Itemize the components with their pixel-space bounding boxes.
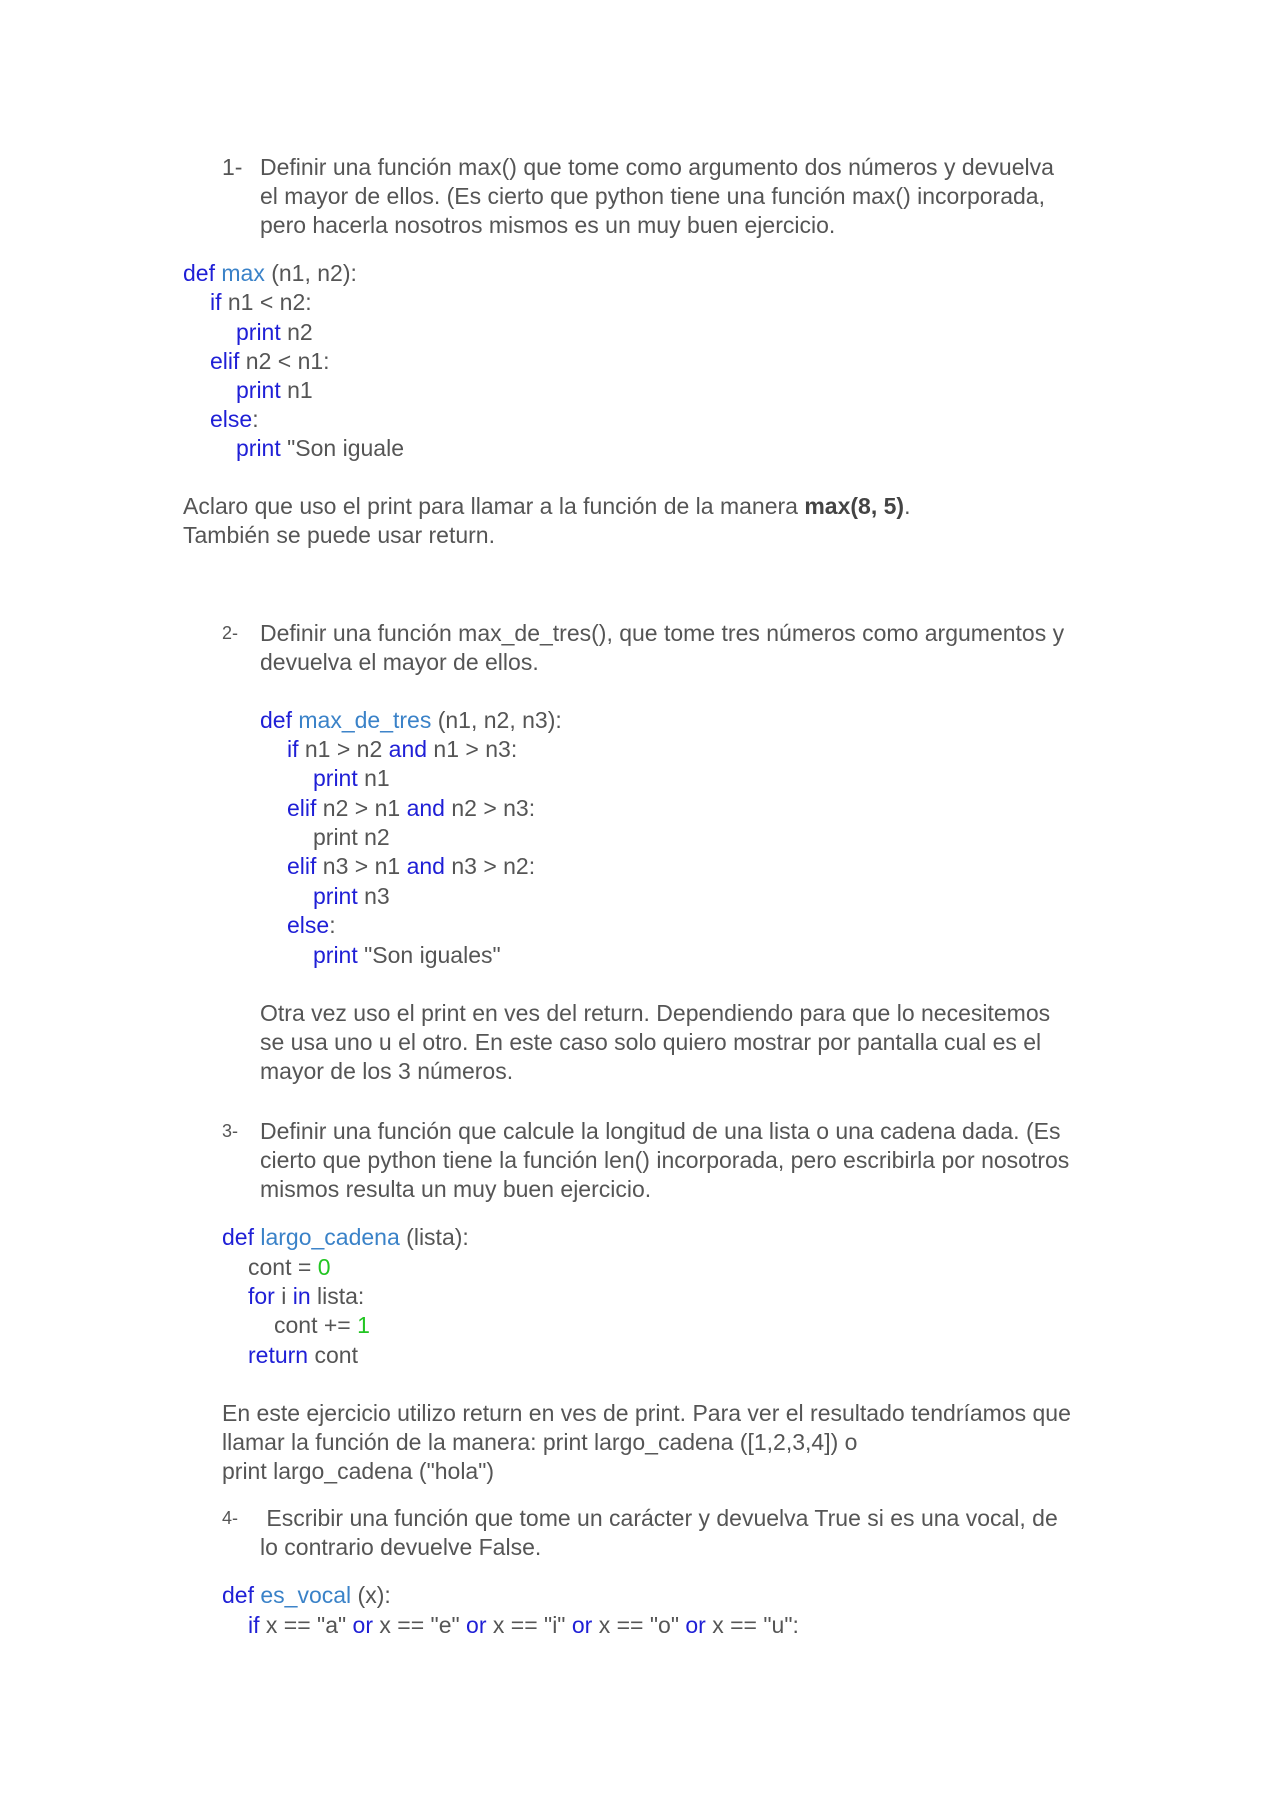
keyword: and bbox=[406, 795, 445, 821]
keyword: print bbox=[313, 883, 358, 909]
keyword: if bbox=[248, 1612, 260, 1638]
code-line: def largo_cadena (lista): bbox=[222, 1224, 469, 1250]
keyword: print bbox=[236, 435, 281, 461]
keyword: for bbox=[248, 1283, 275, 1309]
code-line: if x == "a" or x == "e" or x == "i" or x == "o" or x == "u": bbox=[248, 1612, 799, 1638]
exercise-number: 3- bbox=[222, 1121, 239, 1141]
keyword: or bbox=[571, 1612, 593, 1638]
code-line: def max_de_tres (n1, n2, n3): bbox=[260, 707, 562, 733]
explanation-line: se usa uno u el otro. En este caso solo quiero mostrar por pantalla cual es el bbox=[260, 1029, 1042, 1055]
function-name: max bbox=[221, 260, 265, 286]
code-line: elif n2 < n1: bbox=[210, 348, 330, 374]
function-name: es_vocal bbox=[260, 1582, 352, 1608]
explanation-line: mayor de los 3 números. bbox=[260, 1058, 514, 1084]
code-line: print n2 bbox=[313, 824, 390, 850]
code-line: print n1 bbox=[236, 377, 313, 403]
number-literal: 1 bbox=[357, 1312, 370, 1338]
keyword: def bbox=[222, 1582, 254, 1608]
code-line: print "Son iguales" bbox=[313, 942, 501, 968]
exercise-text-line: Definir una función max() que tome como argumento dos números y devuelva bbox=[260, 154, 1054, 180]
explanation-line: En este ejercicio utilizo return en ves de print. Para ver el resultado tendríamos que bbox=[222, 1400, 1071, 1426]
code-line: cont += 1 bbox=[274, 1312, 370, 1338]
function-name: largo_cadena bbox=[260, 1224, 400, 1250]
keyword: print bbox=[236, 377, 281, 403]
keyword: else bbox=[287, 912, 330, 938]
exercise-text-line: Escribir una función que tome un carácter y devuelva True si es una vocal, de bbox=[260, 1505, 1058, 1531]
keyword: or bbox=[466, 1612, 487, 1638]
keyword: print bbox=[313, 765, 358, 791]
exercise-text-line: el mayor de ellos. (Es cierto que python tiene una función max() incorporada, bbox=[260, 183, 1045, 209]
explanation-line: Otra vez uso el print en ves del return. Dependiendo para que lo necesitemos bbox=[260, 1000, 1051, 1026]
exercise-text-line: Definir una función max_de_tres(), que tome tres números como argumentos y bbox=[260, 620, 1065, 646]
code-line: return cont bbox=[248, 1342, 358, 1368]
code-line: print n3 bbox=[313, 883, 390, 909]
code-line: if n1 < n2: bbox=[210, 289, 312, 315]
exercise-text-line: pero hacerla nosotros mismos es un muy buen ejercicio. bbox=[260, 212, 836, 238]
keyword: elif bbox=[287, 853, 317, 879]
keyword: def bbox=[222, 1224, 254, 1250]
keyword: else bbox=[210, 406, 253, 432]
keyword: def bbox=[260, 707, 292, 733]
exercise-text-line: devuelva el mayor de ellos. bbox=[260, 649, 539, 675]
code-line: def max (n1, n2): bbox=[183, 260, 357, 286]
function-name: max_de_tres bbox=[298, 707, 432, 733]
code-line: cont = 0 bbox=[248, 1254, 331, 1280]
explanation-line: print largo_cadena ("hola") bbox=[222, 1458, 495, 1484]
keyword: print bbox=[236, 319, 281, 345]
code-line: print n1 bbox=[313, 765, 390, 791]
code-line: elif n2 > n1 and n2 > n3: bbox=[287, 795, 536, 821]
exercise-text-line: mismos resulta un muy buen ejercicio. bbox=[260, 1176, 652, 1202]
code-line: elif n3 > n1 and n3 > n2: bbox=[287, 853, 536, 879]
explanation-line: llamar la función de la manera: print largo_cadena ([1,2,3,4]) o bbox=[222, 1429, 858, 1455]
exercise-text-line: Definir una función que calcule la longitud de una lista o una cadena dada. (Es bbox=[260, 1118, 1061, 1144]
exercise-number: 1- bbox=[222, 154, 243, 180]
code-line: else: bbox=[210, 406, 259, 432]
explanation-line: Aclaro que uso el print para llamar a la función de la manera max(8, 5). bbox=[183, 493, 911, 519]
code-line: def es_vocal (x): bbox=[222, 1582, 391, 1608]
code-line: print "Son iguale bbox=[236, 435, 405, 461]
explanation-line: También se puede usar return. bbox=[183, 522, 495, 548]
keyword: if bbox=[287, 736, 299, 762]
keyword: elif bbox=[287, 795, 317, 821]
keyword: in bbox=[292, 1283, 311, 1309]
number-literal: 0 bbox=[317, 1254, 331, 1280]
keyword: and bbox=[406, 853, 445, 879]
code-line: print n2 bbox=[236, 319, 313, 345]
exercise-text-line: lo contrario devuelve False. bbox=[260, 1534, 542, 1560]
bold-call: max(8, 5) bbox=[804, 493, 905, 519]
code-line: for i in lista: bbox=[248, 1283, 365, 1309]
keyword: print bbox=[313, 942, 358, 968]
code-line: else: bbox=[287, 912, 336, 938]
code-line: if n1 > n2 and n1 > n3: bbox=[287, 736, 518, 762]
keyword: def bbox=[183, 260, 215, 286]
keyword: elif bbox=[210, 348, 240, 374]
keyword: return bbox=[248, 1342, 309, 1368]
exercise-number: 2- bbox=[222, 623, 239, 643]
keyword: or bbox=[352, 1612, 373, 1638]
keyword: or bbox=[685, 1612, 706, 1638]
exercise-number: 4- bbox=[222, 1508, 239, 1528]
exercise-text-line: cierto que python tiene la función len() incorporada, pero escribirla por nosotros bbox=[260, 1147, 1070, 1173]
keyword: if bbox=[210, 289, 222, 315]
keyword: and bbox=[388, 736, 428, 762]
